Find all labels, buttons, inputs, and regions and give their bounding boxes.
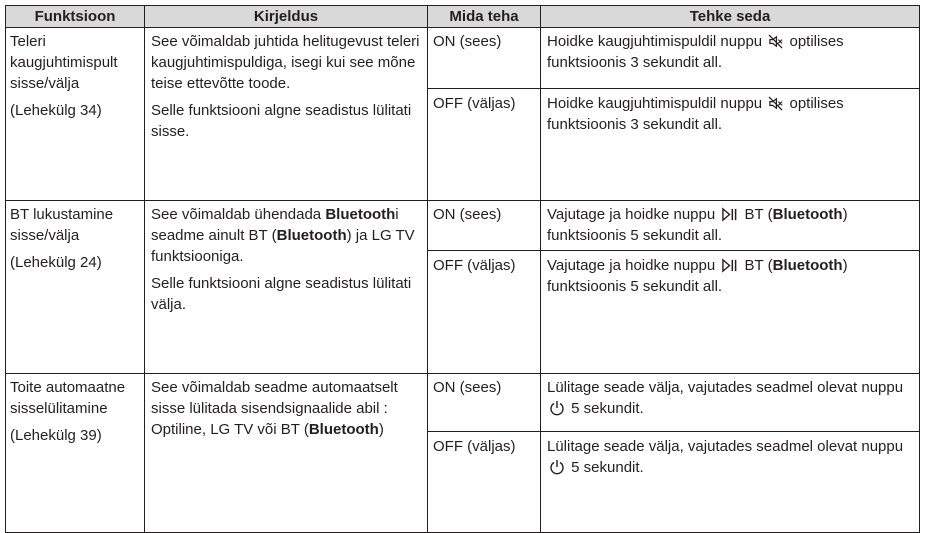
page-reference: (Lehekülg 39) [10, 427, 102, 444]
default-setting-text: Selle funktsiooni algne seadistus lülitati välja. [151, 275, 412, 313]
default-setting-text: Selle funktsiooni algne seadistus lülitati sisse. [151, 102, 412, 140]
description-cell [145, 374, 428, 533]
function-name: Toite automaatne sisselülitamine [10, 379, 126, 417]
power-icon [549, 459, 565, 475]
on-label: ON (sees) [433, 33, 502, 50]
page-reference: (Lehekülg 24) [10, 254, 102, 271]
header-instruction: Tehke seda [541, 6, 920, 28]
description-text: See võimaldab ühendada Bluetoothi seadme ainult BT (Bluetooth) ja LG TV funktsiooniga. [151, 206, 415, 265]
on-instruction: Vajutage ja hoidke nuppu BT (Bluetooth) funktsioonis 5 sekundit all. [547, 206, 848, 244]
divider [541, 431, 919, 432]
divider [427, 431, 540, 432]
instruction-cell [541, 374, 920, 533]
action-cell [428, 201, 541, 374]
description-cell [145, 201, 428, 374]
function-name: BT lukustamine sisse/välja [10, 206, 114, 244]
action-cell [428, 28, 541, 201]
header-description: Kirjeldus [145, 6, 428, 28]
off-label: OFF (väljas) [433, 438, 516, 455]
divider [541, 250, 919, 251]
page-reference: (Lehekülg 34) [10, 102, 102, 119]
function-name: Teleri kaugjuhtimispult sisse/välja [10, 33, 118, 92]
off-instruction: Vajutage ja hoidke nuppu BT (Bluetooth) funktsioonis 5 sekundit all. [547, 257, 848, 295]
off-instruction: Hoidke kaugjuhtimispuldil nuppu optilises funktsioonis 3 sekundit all. [547, 95, 844, 133]
divider [427, 250, 540, 251]
mute-icon [768, 34, 783, 49]
header-row [6, 6, 920, 28]
function-cell [6, 28, 145, 201]
table-row [6, 201, 920, 374]
on-label: ON (sees) [433, 206, 502, 223]
play-pause-icon [721, 207, 738, 222]
off-label: OFF (väljas) [433, 95, 516, 112]
on-instruction: Hoidke kaugjuhtimispuldil nuppu optilises funktsioonis 3 sekundit all. [547, 33, 844, 71]
power-icon [549, 400, 565, 416]
off-label: OFF (väljas) [433, 257, 516, 274]
off-instruction: Lülitage seade välja, vajutades seadmel olevat nuppu 5 sekundit. [547, 438, 904, 476]
divider [427, 88, 540, 89]
function-cell [6, 201, 145, 374]
description-text: See võimaldab juhtida helitugevust teleri kaugjuhtimispuldiga, isegi kui see mõne teise ettevõtte toode. [151, 33, 420, 92]
divider [541, 88, 919, 89]
function-cell [6, 374, 145, 533]
mute-icon [768, 96, 783, 111]
instruction-cell [541, 28, 920, 201]
table-row [6, 28, 920, 201]
action-cell [428, 374, 541, 533]
on-instruction: Lülitage seade välja, vajutades seadmel olevat nuppu 5 sekundit. [547, 379, 904, 417]
header-action: Mida teha [428, 6, 541, 28]
description-cell [145, 28, 428, 201]
instruction-cell [541, 201, 920, 374]
table-row [6, 374, 920, 533]
description-text: See võimaldab seadme automaatselt sisse lülitada sisendsignaalide abil : Optiline, LG TV või BT (Bluetooth) [151, 379, 398, 438]
on-label: ON (sees) [433, 379, 502, 396]
header-function: Funktsioon [6, 6, 145, 28]
play-pause-icon [721, 258, 738, 273]
function-table [5, 5, 920, 533]
